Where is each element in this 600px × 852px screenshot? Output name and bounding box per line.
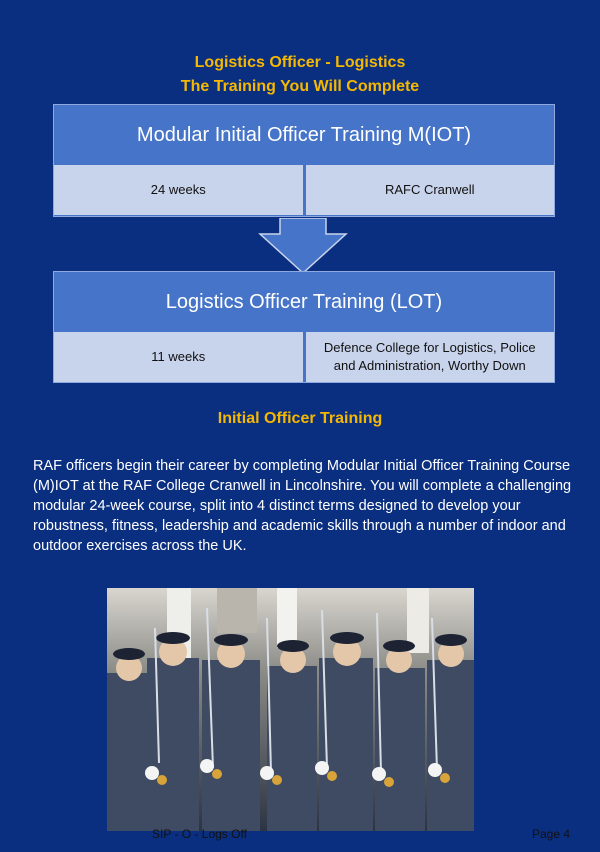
stage1-details-row bbox=[54, 165, 554, 215]
stage1-duration: 24 weeks bbox=[54, 165, 303, 215]
section-title: Initial Officer Training bbox=[217, 410, 383, 427]
stage2-location: Defence College for Logistics, Police and Administration, Worthy Down bbox=[306, 332, 555, 382]
down-arrow-icon bbox=[258, 218, 348, 274]
stage1-title: Modular Initial Officer Training M(IOT) bbox=[136, 123, 472, 146]
stage2-box bbox=[53, 271, 555, 383]
section-paragraph: RAF officers begin their career by completing Modular Initial Officer Training Course (M)IOT at the RAF College Cranwell in Lincolnshire. You will complete a challenging modular 24-week course, split into 4 distinct terms designed to develop your robustness, fitness, leadership and academic skills through a number of indoor and outdoor exercises across the UK. bbox=[33, 458, 572, 554]
footer-page-number: Page 4 bbox=[532, 827, 571, 841]
cadets-parade-photo bbox=[107, 588, 474, 831]
page-heading-line1: Logistics Officer - Logistics bbox=[194, 54, 406, 71]
stage2-details-row bbox=[54, 332, 554, 382]
stage2-duration: 11 weeks bbox=[54, 332, 303, 382]
stage2-title: Logistics Officer Training (LOT) bbox=[165, 290, 443, 313]
stage1-box bbox=[53, 104, 555, 217]
footer-document-id: SIP - O - Logs Off bbox=[152, 827, 247, 841]
stage1-location: RAFC Cranwell bbox=[306, 165, 555, 215]
page-heading-line2: The Training You Will Complete bbox=[180, 78, 420, 95]
